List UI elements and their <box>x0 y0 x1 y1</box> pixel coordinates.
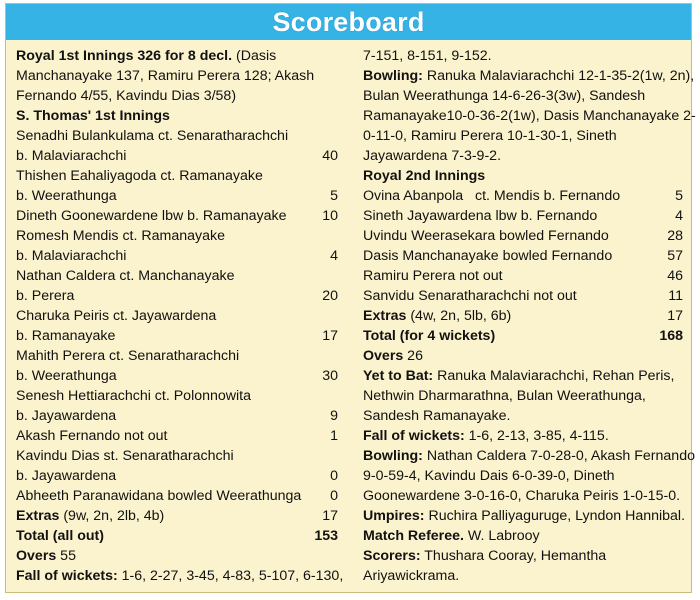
line-text <box>16 228 225 244</box>
line-text <box>16 548 76 564</box>
runs-value: 57 <box>667 248 683 264</box>
normal-text: b. Jayawardena <box>16 408 117 424</box>
normal-text: Nethwin Dharmarathna, Bulan Weerathunga, <box>363 388 646 404</box>
bold-label: S. Thomas' 1st Innings <box>16 108 170 124</box>
bold-label: Umpires: <box>363 508 425 524</box>
line-text <box>363 568 459 584</box>
line-text <box>16 48 276 64</box>
normal-text: Ruchira Palliyaguruge, Lyndon Hannibal. <box>424 508 686 524</box>
line-text <box>363 88 645 104</box>
normal-text: b. Malaviarachchi <box>16 148 127 164</box>
score-row <box>363 246 683 266</box>
text-line <box>363 366 683 386</box>
text-line <box>363 526 683 546</box>
score-row <box>16 286 338 306</box>
text-line <box>16 46 338 66</box>
runs-value: 9 <box>330 408 338 424</box>
score-row <box>363 266 683 286</box>
text-line <box>363 506 686 526</box>
line-text <box>363 368 674 384</box>
normal-text: 1-6, 2-13, 3-85, 4-115. <box>464 428 609 444</box>
normal-text: b. Weerathunga <box>16 368 117 384</box>
text-line <box>363 546 683 566</box>
line-text <box>16 466 116 486</box>
normal-text: Charuka Peiris ct. Jayawardena <box>16 308 217 324</box>
line-text <box>16 486 301 506</box>
normal-text: (9w, 2n, 2lb, 4b) <box>59 508 165 524</box>
score-row <box>363 226 683 246</box>
runs-value: 4 <box>330 248 338 264</box>
score-row <box>16 426 338 446</box>
text-line <box>16 386 338 406</box>
line-text <box>363 348 423 364</box>
line-text <box>363 508 685 524</box>
normal-text: Romesh Mendis ct. Ramanayake <box>16 228 225 244</box>
normal-text: Sineth Jayawardena lbw b. Fernando <box>363 208 598 224</box>
line-text <box>363 108 696 124</box>
line-text <box>16 388 251 404</box>
text-line <box>363 406 683 426</box>
bold-label: Fall of wickets: <box>363 428 465 444</box>
normal-text: b. Perera <box>16 288 75 304</box>
line-text <box>363 48 492 64</box>
bold-label: Total (all out) <box>16 528 104 544</box>
normal-text: Thishen Eahaliyagoda ct. Ramanayake <box>16 168 263 184</box>
normal-text: Uvindu Weerasekara bowled Fernando <box>363 228 609 244</box>
normal-text: Fernando 4/55, Kavindu Dias 3/58) <box>16 88 237 104</box>
title-bar <box>6 4 691 40</box>
runs-value: 0 <box>330 468 338 484</box>
line-text <box>363 246 612 266</box>
line-text <box>16 448 234 464</box>
normal-text: 0-11-0, Ramiru Perera 10-1-30-1, Sineth <box>363 128 617 144</box>
runs-value: 5 <box>675 188 683 204</box>
text-line <box>16 66 338 86</box>
runs-value: 168 <box>659 328 683 344</box>
text-line <box>16 266 338 286</box>
normal-text: Jayawardena 7-3-9-2. <box>363 148 502 164</box>
runs-value: 28 <box>667 228 683 244</box>
line-text <box>363 226 609 246</box>
line-text <box>16 206 287 226</box>
bold-label: Overs <box>16 548 57 564</box>
runs-value: 0 <box>330 488 338 504</box>
line-text <box>363 326 495 346</box>
text-line <box>363 426 683 446</box>
line-text <box>363 128 617 144</box>
line-text <box>363 428 609 444</box>
bold-label: Bowling: <box>363 448 423 464</box>
bold-label: Scorers: <box>363 548 421 564</box>
normal-text: Manchanayake 137, Ramiru Perera 128; Akash <box>16 68 315 84</box>
runs-value: 4 <box>675 208 683 224</box>
line-text <box>363 448 695 464</box>
line-text <box>16 308 216 324</box>
normal-text: Goonewardene 3-0-16-0, Charuka Peiris 1-0-15-0. <box>363 488 681 504</box>
normal-text: b. Malaviarachchi <box>16 248 127 264</box>
normal-text: Nathan Caldera ct. Manchanayake <box>16 268 235 284</box>
text-line <box>16 446 338 466</box>
text-line <box>363 386 683 406</box>
runs-value: 1 <box>330 428 338 444</box>
runs-value: 10 <box>322 208 338 224</box>
line-text <box>16 108 170 124</box>
normal-text: Sandesh Ramanayake. <box>363 408 511 424</box>
normal-text: b. Ramanayake <box>16 328 116 344</box>
line-text <box>363 388 646 404</box>
normal-text: Senesh Hettiarachchi ct. Polonnowita <box>16 388 252 404</box>
normal-text: 55 <box>56 548 76 564</box>
line-text <box>16 326 115 346</box>
line-text <box>363 528 540 544</box>
runs-value: 30 <box>322 368 338 384</box>
normal-text: Ranuka Malaviarachchi, Rehan Peris, <box>433 368 675 384</box>
normal-text: Nathan Caldera 7-0-28-0, Akash Fernando <box>422 448 695 464</box>
line-text <box>16 246 126 266</box>
text-line <box>16 86 338 106</box>
line-text <box>363 206 597 226</box>
line-text <box>363 408 511 424</box>
normal-text: Dasis Manchanayake bowled Fernando <box>363 248 613 264</box>
line-text <box>363 68 694 84</box>
runs-value: 17 <box>322 328 338 344</box>
right-column <box>363 46 696 586</box>
bold-label: Fall of wickets: <box>16 568 118 584</box>
bold-label: Overs <box>363 348 404 364</box>
score-row <box>16 366 338 386</box>
normal-text: Ovina Abanpola ct. Mendis b. Fernando <box>363 188 621 204</box>
score-row <box>16 526 338 546</box>
line-text <box>16 366 117 386</box>
line-text <box>16 68 314 84</box>
text-line <box>16 306 338 326</box>
normal-text: (4w, 2n, 5lb, 6b) <box>406 308 512 324</box>
line-text <box>16 186 117 206</box>
line-text <box>16 406 116 426</box>
normal-text: Ranuka Malaviarachchi 12-1-35-2(1w, 2n), <box>422 68 695 84</box>
bold-label: Extras <box>363 308 407 324</box>
normal-text: Bulan Weerathunga 14-6-26-3(3w), Sandesh <box>363 88 646 104</box>
text-line <box>363 446 695 466</box>
line-text <box>363 468 615 484</box>
text-line <box>16 346 338 366</box>
line-text <box>363 148 501 164</box>
score-row <box>16 186 338 206</box>
normal-text: Mahith Perera ct. Senaratharachchi <box>16 348 240 364</box>
line-text <box>16 146 126 166</box>
line-text <box>363 548 606 564</box>
line-text <box>16 426 167 446</box>
score-row <box>16 506 338 526</box>
line-text <box>16 128 288 144</box>
normal-text: (Dasis <box>232 48 277 64</box>
line-text <box>16 506 164 526</box>
score-row <box>16 486 338 506</box>
text-line <box>363 106 696 126</box>
scoreboard-title: Scoreboard <box>272 6 425 37</box>
text-line <box>363 466 683 486</box>
score-row <box>16 206 338 226</box>
normal-text: Ramiru Perera not out <box>363 268 503 284</box>
normal-text: 7-151, 8-151, 9-152. <box>363 48 492 64</box>
text-line <box>363 126 683 146</box>
bold-label: Royal 1st Innings 326 for 8 decl. <box>16 48 233 64</box>
runs-value: 11 <box>668 288 683 304</box>
runs-value: 40 <box>322 148 338 164</box>
line-text <box>363 286 577 306</box>
line-text <box>363 306 511 326</box>
bold-label: Royal 2nd Innings <box>363 168 486 184</box>
score-row <box>16 326 338 346</box>
text-line <box>16 546 338 566</box>
bold-label: Total (for 4 wickets) <box>363 328 496 344</box>
runs-value: 153 <box>314 528 338 544</box>
bold-label: Bowling: <box>363 68 423 84</box>
score-row <box>16 406 338 426</box>
bold-label: Match Referee. <box>363 528 464 544</box>
text-line <box>363 486 683 506</box>
runs-value: 46 <box>667 268 683 284</box>
normal-text: Akash Fernando not out <box>16 428 168 444</box>
normal-text: Senadhi Bulankulama ct. Senaratharachchi <box>16 128 289 144</box>
text-line <box>363 86 683 106</box>
normal-text: 26 <box>403 348 423 364</box>
score-row <box>16 466 338 486</box>
score-row <box>363 286 683 306</box>
score-row <box>16 246 338 266</box>
line-text <box>16 268 234 284</box>
runs-value: 17 <box>322 508 338 524</box>
line-text <box>16 526 104 546</box>
score-row <box>363 206 683 226</box>
normal-text: b. Jayawardena <box>16 468 117 484</box>
line-text <box>363 168 485 184</box>
text-line <box>363 66 695 86</box>
score-row <box>16 146 338 166</box>
runs-value: 17 <box>667 308 683 324</box>
normal-text: Thushara Cooray, Hemantha <box>420 548 607 564</box>
line-text <box>16 348 239 364</box>
text-line <box>363 146 683 166</box>
score-row <box>363 326 683 346</box>
line-text <box>363 266 503 286</box>
text-line <box>363 166 683 186</box>
text-line <box>16 226 338 246</box>
left-column <box>16 46 344 586</box>
normal-text: Kavindu Dias st. Senaratharachchi <box>16 448 234 464</box>
text-line <box>363 566 683 586</box>
normal-text: Sanvidu Senaratharachchi not out <box>363 288 577 304</box>
normal-text: W. Labrooy <box>463 528 540 544</box>
text-line <box>16 166 338 186</box>
runs-value: 20 <box>322 288 338 304</box>
bold-label: Extras <box>16 508 60 524</box>
bold-label: Yet to Bat: <box>363 368 434 384</box>
line-text <box>16 168 263 184</box>
normal-text: Dineth Goonewardene lbw b. Ramanayake <box>16 208 287 224</box>
text-line <box>16 566 344 586</box>
normal-text: b. Weerathunga <box>16 188 117 204</box>
text-line <box>363 346 683 366</box>
line-text <box>16 286 74 306</box>
text-line <box>363 46 683 66</box>
line-text <box>16 568 343 584</box>
text-line <box>16 106 338 126</box>
runs-value: 5 <box>330 188 338 204</box>
score-row <box>363 306 683 326</box>
line-text <box>363 186 620 206</box>
normal-text: 9-0-59-4, Kavindu Dais 6-0-39-0, Dineth <box>363 468 615 484</box>
normal-text: Abheeth Paranawidana bowled Weerathunga <box>16 488 302 504</box>
text-line <box>16 126 338 146</box>
line-text <box>16 88 236 104</box>
normal-text: Ariyawickrama. <box>363 568 460 584</box>
normal-text: Ramanayake10-0-36-2(1w), Dasis Manchanayake 2- <box>363 108 696 124</box>
line-text <box>363 488 680 504</box>
scoreboard-panel <box>5 3 696 593</box>
score-row <box>363 186 683 206</box>
normal-text: 1-6, 2-27, 3-45, 4-83, 5-107, 6-130, <box>117 568 344 584</box>
